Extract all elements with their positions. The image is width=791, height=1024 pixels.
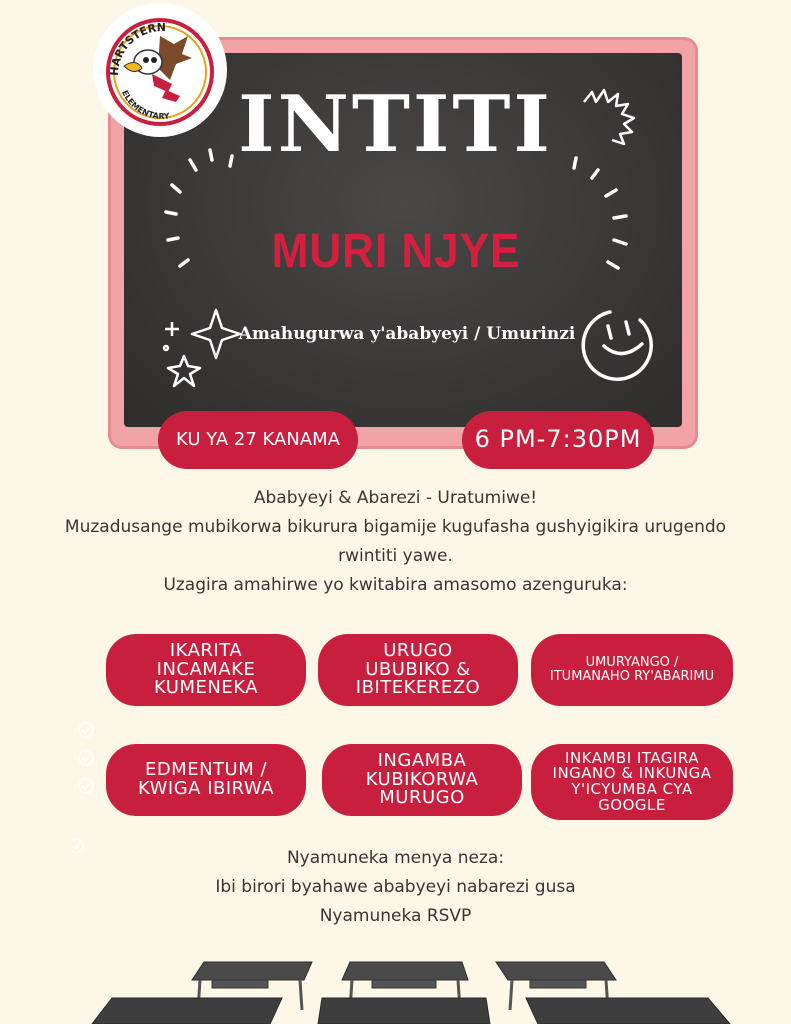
topic-line: MURUGO [379,787,465,809]
topic-line: IBITEKEREZO [355,677,481,699]
topic-line: Y'ICYUMBA CYA [571,780,693,798]
eagle-mascot-icon [124,36,192,102]
event-time-badge: 6 PM-7:30PM [462,411,654,469]
burst-line [606,190,616,196]
logo-top-text: HARTSTERN [107,21,166,77]
topic-pill [318,634,518,706]
intro-line-3: rwintiti yawe. [338,546,453,566]
intro-line-1: Ababyeyi & Abarezi - Uratumiwe! [253,488,538,508]
topic-line: INGANO & INKUNGA [552,764,712,783]
classroom-desks-illustration [0,950,791,1024]
topic-pill [106,744,306,816]
board-title: INTITI [238,79,553,170]
sparkle-doodles [164,310,240,386]
burst-line [172,185,180,192]
event-date-badge: KU YA 27 KANAMA [158,411,358,469]
intro-line-2: Muzadusange mubikorwa bikurura bigamije kugufasha gushyigikira urugendo [64,517,727,537]
topic-pill [531,744,733,820]
topic-line: ITUMANAHO RY'ABARIMU [549,669,715,684]
burst-line [614,216,626,218]
intro-line-4: Uzagira amahirwe yo kwitabira amasomo azenguruka: [163,575,628,595]
topic-pill [106,634,306,706]
topic-pill [322,744,522,816]
topic-line: KUBIKORWA [365,768,479,790]
topic-line: INKAMBI ITAGIRA [565,748,699,767]
topic-line: UBUBIKO & [365,658,471,680]
topic-line: KWIGA IBIRWA [137,778,275,799]
topic-line: IKARITA [169,639,243,661]
topic-line: EDMENTUM / [144,759,268,781]
topic-line: INCAMAKE [156,658,256,680]
topic-line: GOOGLE [598,795,666,814]
session-label: Amahugurwa y'ababyeyi / Umurinzi [238,324,576,344]
topic-line: UMURYANGO / [585,655,679,671]
footer-line-1: Nyamuneka menya neza: [286,848,505,868]
logo-bottom-text: ELEMENTARY [120,88,171,121]
footer-line-3: Nyamuneka RSVP [319,906,472,926]
topic-line: URUGO [383,639,453,661]
smiley-doodle [583,312,651,379]
topic-pill [531,634,733,706]
footer-line-2: Ibi birori byahawe ababyeyi nabarezi gusa [215,877,576,897]
faint-check-icons [72,720,102,860]
topic-line: INGAMBA [377,749,467,771]
board-subtitle: MURI NJYE [271,225,521,278]
burst-line [166,212,176,214]
burst-line [592,170,598,178]
topic-line: KUMENEKA [153,677,259,699]
school-logo [96,6,224,134]
